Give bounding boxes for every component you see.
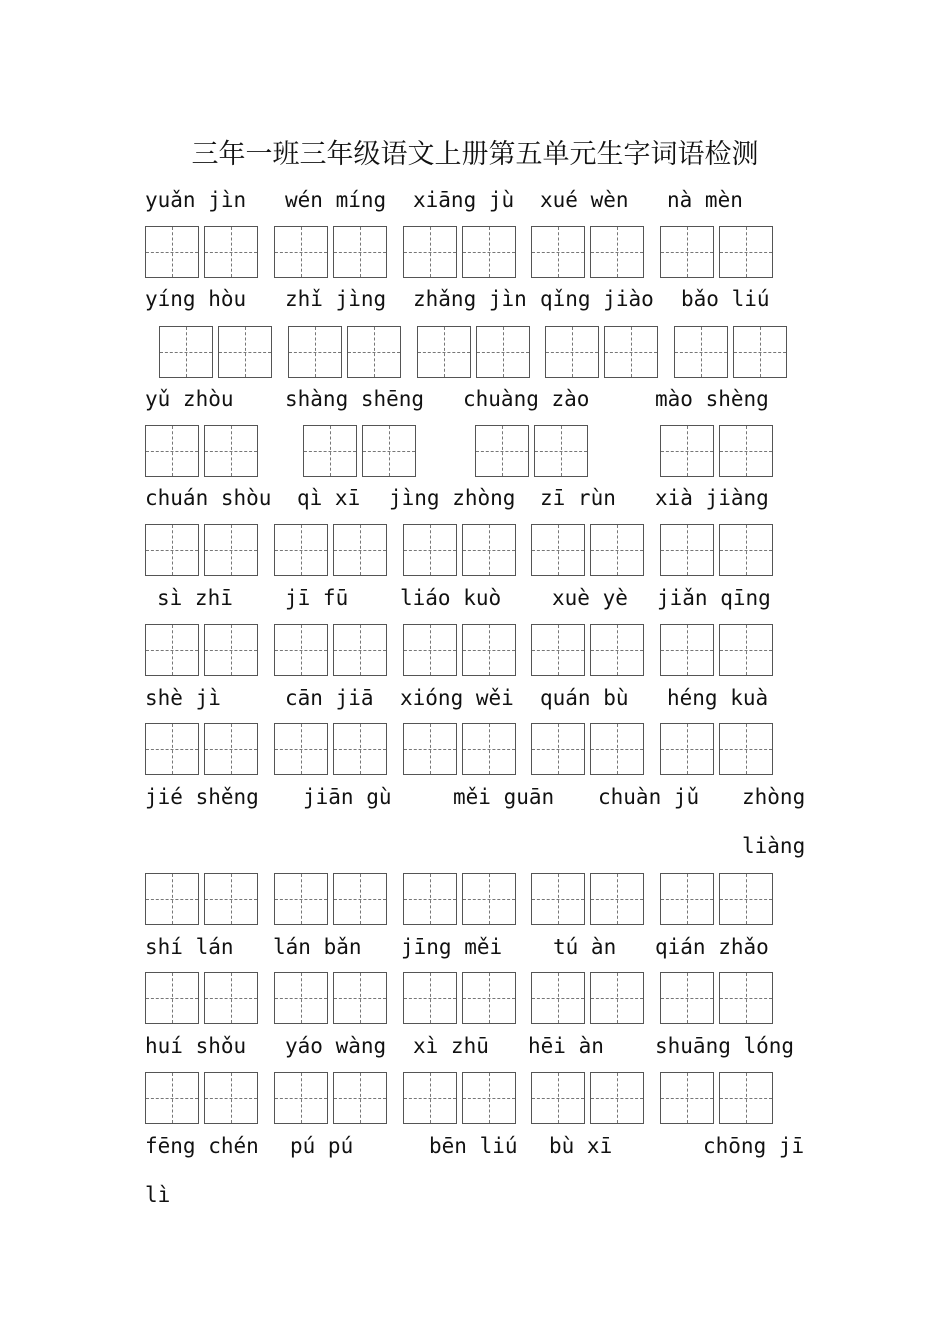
writing-box[interactable] [719,624,773,676]
writing-box[interactable] [674,326,728,378]
pinyin-label: yáo wàng [285,1034,387,1058]
pinyin-label-wrapped-first: chōng jī [703,1134,805,1158]
writing-box[interactable] [660,972,714,1024]
writing-box[interactable] [531,524,585,576]
writing-box[interactable] [274,524,328,576]
writing-box[interactable] [145,524,199,576]
writing-box[interactable] [462,226,516,278]
pinyin-label: bù xī [549,1134,613,1158]
page-title: 三年一班三年级语文上册第五单元生字词语检测 [191,139,759,170]
writing-box[interactable] [362,425,416,477]
pinyin-label: qì xī [297,486,361,510]
pinyin-label: jìng zhòng [389,486,516,510]
writing-box[interactable] [403,1072,457,1124]
writing-box[interactable] [719,226,773,278]
writing-box[interactable] [333,524,387,576]
writing-box[interactable] [333,226,387,278]
writing-box[interactable] [274,226,328,278]
writing-box[interactable] [590,972,644,1024]
pinyin-label: bǎo liú [681,287,770,311]
pinyin-label: shàng shēng [285,387,425,411]
writing-box[interactable] [660,226,714,278]
writing-box[interactable] [531,972,585,1024]
writing-box[interactable] [145,873,199,925]
writing-box[interactable] [462,723,516,775]
writing-box[interactable] [274,972,328,1024]
pinyin-label: xiāng jù [413,188,515,212]
pinyin-label: chuàn jǔ [598,785,700,809]
writing-box[interactable] [333,1072,387,1124]
writing-box[interactable] [274,1072,328,1124]
pinyin-label: shí lán [145,935,234,959]
pinyin-label: jiǎn qīng [657,586,771,610]
pinyin-label: qǐng jiào [540,287,654,311]
writing-box[interactable] [417,326,471,378]
pinyin-label: shuāng lóng [655,1034,795,1058]
pinyin-label: xià jiàng [655,486,769,510]
pinyin-label: sì zhī [157,586,233,610]
pinyin-label: héng kuà [667,686,769,710]
pinyin-label: wén míng [285,188,387,212]
writing-box[interactable] [403,524,457,576]
pinyin-label: xué wèn [540,188,629,212]
writing-box[interactable] [159,326,213,378]
pinyin-label: qián zhǎo [655,935,769,959]
writing-box[interactable] [590,226,644,278]
pinyin-label: xuè yè [552,586,628,610]
writing-box[interactable] [403,723,457,775]
writing-box[interactable] [462,524,516,576]
writing-box[interactable] [534,425,588,477]
writing-box[interactable] [462,624,516,676]
writing-box[interactable] [204,723,258,775]
writing-box[interactable] [719,425,773,477]
pinyin-label: yǔ zhòu [145,387,234,411]
pinyin-label-wrapped: zhòng liàng [742,785,806,858]
writing-box[interactable] [462,1072,516,1124]
writing-box[interactable] [590,624,644,676]
pinyin-label: měi guān [453,785,555,809]
writing-box[interactable] [590,873,644,925]
writing-box[interactable] [403,624,457,676]
pinyin-label: liáo kuò [400,586,502,610]
writing-box[interactable] [719,972,773,1024]
writing-box[interactable] [145,1072,199,1124]
writing-box[interactable] [719,1072,773,1124]
writing-box[interactable] [604,326,658,378]
pinyin-label: tú àn [553,935,617,959]
pinyin-label: huí shǒu [145,1034,247,1058]
writing-box[interactable] [333,624,387,676]
writing-box[interactable] [531,624,585,676]
writing-box[interactable] [204,873,258,925]
writing-box[interactable] [333,972,387,1024]
pinyin-label: chuán shòu [145,486,272,510]
writing-box[interactable] [204,624,258,676]
writing-box[interactable] [403,226,457,278]
pinyin-label: shè jì [145,686,221,710]
pinyin-label: hēi àn [528,1034,604,1058]
pinyin-label: xióng wěi [400,686,514,710]
writing-box[interactable] [462,873,516,925]
writing-box[interactable] [218,326,272,378]
writing-box[interactable] [660,425,714,477]
pinyin-label: jīng měi [401,935,503,959]
writing-box[interactable] [531,723,585,775]
writing-box[interactable] [204,524,258,576]
writing-box[interactable] [719,873,773,925]
writing-box[interactable] [719,723,773,775]
pinyin-label: xì zhū [413,1034,489,1058]
writing-box[interactable] [531,873,585,925]
pinyin-label: lán bǎn [273,935,362,959]
writing-box[interactable] [476,326,530,378]
writing-box[interactable] [145,226,199,278]
writing-box[interactable] [204,972,258,1024]
writing-box[interactable] [274,873,328,925]
writing-box[interactable] [590,524,644,576]
writing-box[interactable] [204,226,258,278]
writing-box[interactable] [347,326,401,378]
writing-box[interactable] [145,723,199,775]
pinyin-label: jī fū [285,586,349,610]
writing-box[interactable] [403,972,457,1024]
pinyin-label-wrapped-rest: lì [145,1183,171,1207]
writing-box[interactable] [274,624,328,676]
writing-box[interactable] [303,425,357,477]
writing-box[interactable] [475,425,529,477]
writing-box[interactable] [288,326,342,378]
writing-box[interactable] [333,873,387,925]
pinyin-label: yíng hòu [145,287,247,311]
pinyin-label: pú pú [290,1134,354,1158]
pinyin-label: zhǐ jìng [285,287,387,311]
pinyin-label: jié shěng [145,785,259,809]
pinyin-label: zī rùn [540,486,616,510]
pinyin-label: jiān gù [303,785,392,809]
writing-box[interactable] [403,873,457,925]
pinyin-label: chuàng zào [463,387,590,411]
writing-box[interactable] [204,1072,258,1124]
writing-box[interactable] [660,873,714,925]
writing-box[interactable] [590,723,644,775]
writing-box[interactable] [204,425,258,477]
writing-box[interactable] [145,972,199,1024]
writing-box[interactable] [660,524,714,576]
writing-box[interactable] [145,425,199,477]
writing-box[interactable] [531,226,585,278]
writing-box[interactable] [333,723,387,775]
writing-box[interactable] [462,972,516,1024]
writing-box[interactable] [531,1072,585,1124]
writing-box[interactable] [274,723,328,775]
pinyin-label: cān jiā [285,686,374,710]
writing-box[interactable] [660,723,714,775]
writing-box[interactable] [590,1072,644,1124]
pinyin-label: bēn liú [429,1134,518,1158]
pinyin-label: nà mèn [667,188,743,212]
pinyin-label: yuǎn jìn [145,188,247,212]
writing-box[interactable] [719,524,773,576]
writing-box[interactable] [145,624,199,676]
pinyin-label: mào shèng [655,387,769,411]
writing-box[interactable] [733,326,787,378]
pinyin-label: fēng chén [145,1134,259,1158]
pinyin-label: quán bù [540,686,629,710]
writing-box[interactable] [545,326,599,378]
pinyin-label: zhǎng jìn [413,287,527,311]
writing-box[interactable] [660,1072,714,1124]
writing-box[interactable] [660,624,714,676]
